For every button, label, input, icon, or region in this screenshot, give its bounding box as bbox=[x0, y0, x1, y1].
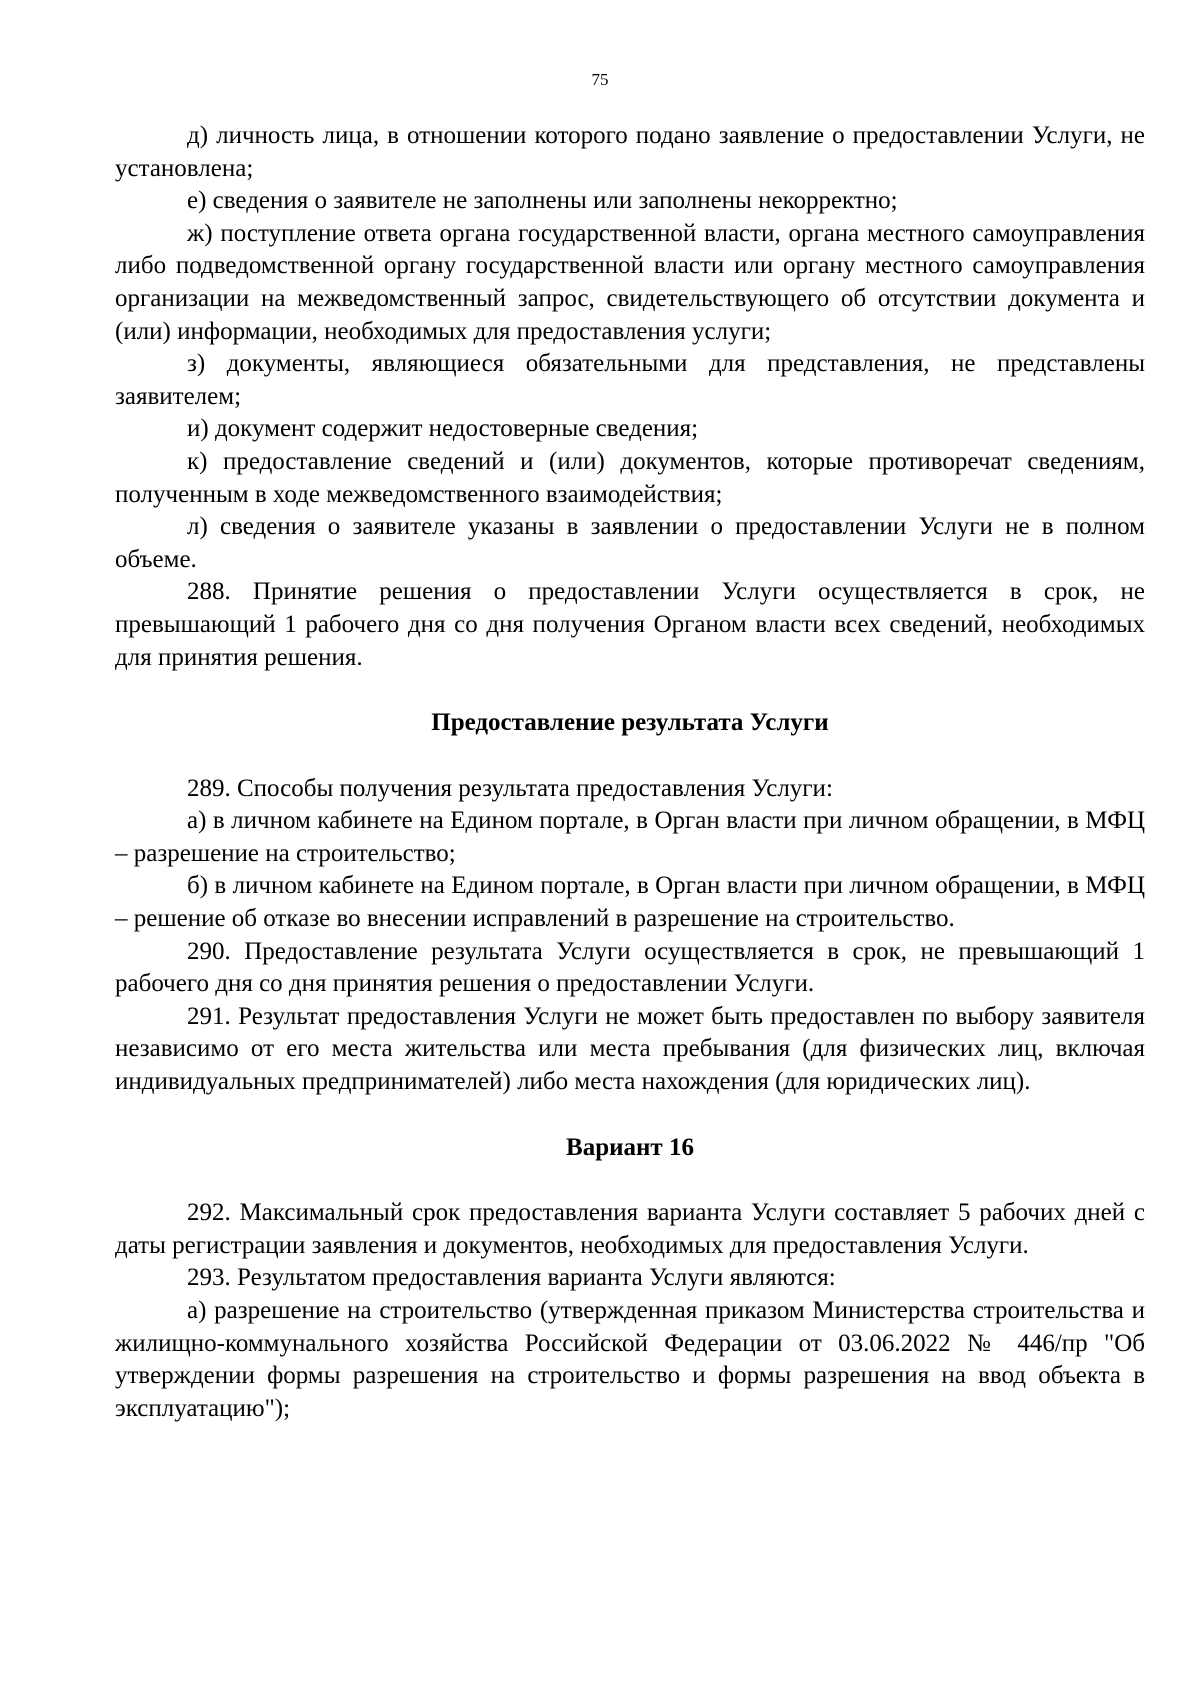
paragraph-293-a: а) разрешение на строительство (утвержденная приказом Министерства строительства и жилищно-коммунального хозяйства Российской Федерации от 03.06.2022 № 446/пр "Об утверждении формы разрешения на строительство и формы разрешения на ввод объекта в эксплуатацию"); bbox=[115, 1297, 1145, 1422]
paragraph-293: 293. Результатом предоставления варианта Услуги являются: bbox=[187, 1264, 836, 1292]
section-heading-variant-16: Вариант 16 bbox=[566, 1133, 694, 1161]
paragraph-l: л) сведения о заявителе указаны в заявлении о предоставлении Услуги не в полном объеме. bbox=[115, 513, 1145, 573]
paragraph-291: 291. Результат предоставления Услуги не может быть предоставлен по выбору заявителя независимо от его места жительства или места пребывания (для физических лиц, включая индивидуальных предпринимателей) либо места нахождения (для юридических лиц). bbox=[115, 1002, 1145, 1096]
paragraph-k: к) предоставление сведений и (или) документов, которые противоречат сведениям, полученным в ходе межведомственного взаимодействия; bbox=[115, 447, 1145, 508]
paragraph-289-b: б) в личном кабинете на Едином портале, в Орган власти при личном обращении, в МФЦ – решение об отказе во внесении исправлений в разрешение на строительство. bbox=[115, 872, 1145, 933]
paragraph-290: 290. Предоставление результата Услуги осуществляется в срок, не превышающий 1 рабочего дня со дня принятия решения о предоставлении Услуги. bbox=[115, 937, 1145, 998]
page-number: 75 bbox=[591, 70, 609, 89]
paragraph-289: 289. Способы получения результата предоставления Услуги: bbox=[187, 774, 833, 802]
document-body bbox=[115, 120, 1145, 1425]
paragraph-d: д) личность лица, в отношении которого подано заявление о предоставлении Услуги, не установлена; bbox=[115, 122, 1145, 182]
paragraph-292: 292. Максимальный срок предоставления варианта Услуги составляет 5 рабочих дней с даты регистрации заявления и документов, необходимых для предоставления Услуги. bbox=[115, 1199, 1145, 1259]
paragraph-z: з) документы, являющиеся обязательными для представления, не представлены заявителем; bbox=[115, 350, 1145, 410]
paragraph-zh: ж) поступление ответа органа государственной власти, органа местного самоуправления либо подведомственной органу государственной власти или органу местного самоуправления организации на межведомственный запрос, свидетельствующего об отсутствии документа и (или) информации, необходимых для предоставления услуги; bbox=[115, 219, 1145, 345]
section-heading-result: Предоставление результата Услуги bbox=[431, 709, 829, 737]
paragraph-289-a: а) в личном кабинете на Едином портале, в Орган власти при личном обращении, в МФЦ – разрешение на строительство; bbox=[115, 807, 1145, 867]
paragraph-288: 288. Принятие решения о предоставлении Услуги осуществляется в срок, не превышающий 1 рабочего дня со дня получения Органом власти всех сведений, необходимых для принятия решения. bbox=[115, 578, 1145, 671]
paragraph-e: е) сведения о заявителе не заполнены или заполнены некорректно; bbox=[187, 187, 898, 215]
paragraph-i: и) документ содержит недостоверные сведения; bbox=[187, 415, 699, 443]
